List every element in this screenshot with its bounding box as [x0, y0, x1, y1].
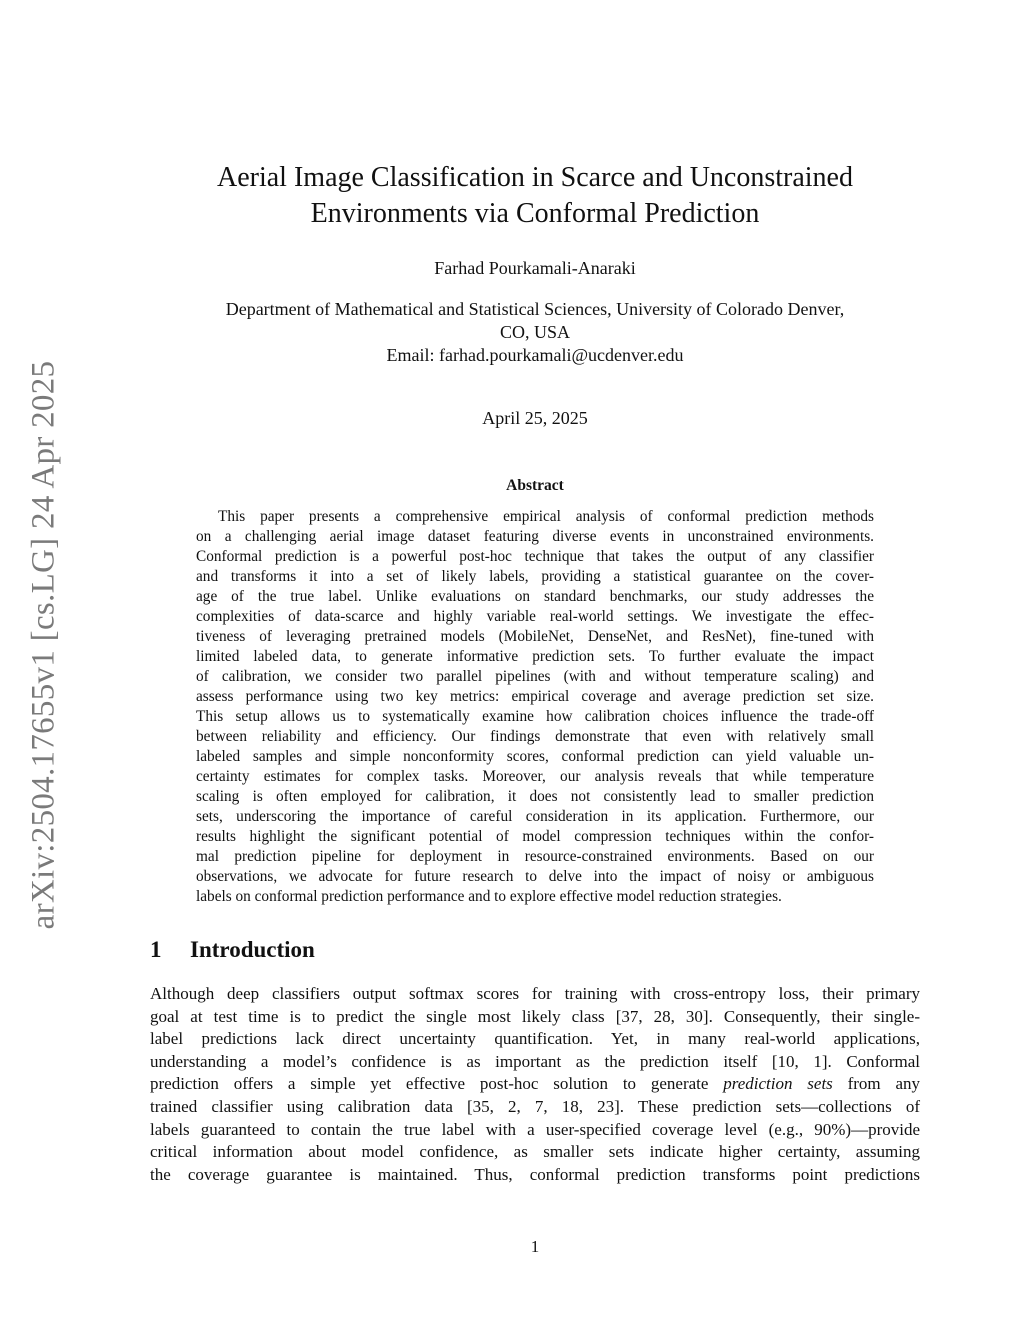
- abstract-line: labeled samples and simple nonconformity scores, conformal prediction can yield valuable un-: [196, 748, 874, 765]
- abstract-line: and transforms it into a set of likely labels, providing a statistical guarantee on the cover-: [196, 568, 874, 585]
- intro-line: critical information about model confidence, as smaller sets indicate higher certainty, assuming: [150, 1142, 920, 1162]
- intro-line: understanding a model’s confidence is as important as the prediction itself [10, 1]. Conformal: [150, 1051, 920, 1071]
- abstract-line: tiveness of leveraging pretrained models (MobileNet, DenseNet, and ResNet), fine-tuned with: [196, 628, 874, 645]
- introduction-body: [150, 983, 920, 1186]
- abstract-line: of calibration, we consider two parallel pipelines (with and without temperature scaling) and: [196, 668, 874, 685]
- page-number: 1: [530, 1237, 540, 1256]
- intro-line: the coverage guarantee is maintained. Thus, conformal prediction transforms point predictions: [150, 1164, 920, 1184]
- affiliation: [150, 298, 920, 367]
- abstract-line: scaling is often employed for calibration, it does not consistently lead to smaller prediction: [196, 788, 874, 805]
- intro-line: [150, 1073, 920, 1096]
- paper-title: [150, 160, 920, 232]
- abstract-line: certainty estimates for complex tasks. Moreover, our analysis reveals that while temperature: [196, 768, 874, 785]
- abstract-line: labels on conformal prediction performance and to explore effective model reduction strategies.: [196, 888, 782, 905]
- abstract-line: sets, underscoring the importance of careful consideration in its application. Furthermore, our: [196, 808, 874, 825]
- paper-date: April 25, 2025: [482, 408, 588, 428]
- section-number: 1: [150, 937, 162, 962]
- abstract-line: between reliability and efficiency. Our findings demonstrate that even with relatively small: [196, 728, 874, 745]
- intro-line: Although deep classifiers output softmax scores for training with cross-entropy loss, their primary: [150, 984, 920, 1003]
- author-name: Farhad Pourkamali-Anaraki: [434, 258, 636, 278]
- abstract-line: assess performance using two key metrics: empirical coverage and average prediction set size.: [196, 688, 874, 705]
- abstract-body: [196, 507, 874, 907]
- intro-emphasis: prediction sets: [723, 1074, 833, 1094]
- affiliation-line: CO, USA: [499, 322, 570, 342]
- abstract-line: on a challenging aerial image dataset featuring diverse events in unconstrained environments.: [196, 528, 874, 545]
- intro-line: goal at test time is to predict the single most likely class [37, 28, 30]. Consequently, their single-: [150, 1006, 920, 1026]
- abstract-line: limited labeled data, to generate informative prediction sets. To further evaluate the impact: [196, 648, 874, 665]
- arxiv-identifier: arXiv:2504.17655v1 [cs.LG] 24 Apr 2025: [25, 360, 62, 930]
- author-email: Email: farhad.pourkamali@ucdenver.edu: [386, 345, 684, 365]
- section-title: Introduction: [190, 937, 315, 962]
- abstract-line: mal prediction pipeline for deployment in resource-constrained environments. Based on our: [196, 848, 874, 865]
- title-line: Aerial Image Classification in Scarce and Unconstrained: [217, 162, 853, 193]
- abstract-line: This paper presents a comprehensive empirical analysis of conformal prediction methods: [218, 508, 874, 525]
- intro-line: trained classifier using calibration data [35, 2, 7, 18, 23]. These prediction sets—collections of: [150, 1096, 920, 1116]
- intro-text-fragment: from any: [832, 1074, 921, 1094]
- abstract-line: Conformal prediction is a powerful post-hoc technique that takes the output of any classifier: [196, 548, 874, 565]
- abstract-line: results highlight the significant potential of model compression techniques within the confor-: [196, 828, 874, 845]
- abstract-heading: Abstract: [506, 477, 564, 494]
- abstract-line: This setup allows us to systematically examine how calibration choices influence the trade-off: [196, 708, 874, 725]
- section-heading-introduction: [150, 937, 315, 963]
- abstract-line: observations, we advocate for future research to delve into the impact of noisy or ambiguous: [196, 868, 874, 885]
- arxiv-sidebar: [0, 0, 90, 1325]
- title-line: Environments via Conformal Prediction: [310, 198, 760, 229]
- intro-line: label predictions lack direct uncertainty quantification. Yet, in many real-world applications,: [150, 1029, 920, 1049]
- intro-text-fragment: prediction offers a simple yet effective post-hoc solution to generate: [150, 1074, 724, 1094]
- intro-line: labels guaranteed to contain the true label with a user-specified coverage level (e.g., 90%)—provide: [150, 1119, 920, 1139]
- abstract-line: age of the true label. Unlike evaluations on standard benchmarks, our study addresses the: [196, 588, 874, 605]
- abstract-line: complexities of data-scarce and highly variable real-world settings. We investigate the effec-: [196, 608, 874, 625]
- affiliation-line: Department of Mathematical and Statistical Sciences, University of Colorado Denver,: [225, 299, 845, 319]
